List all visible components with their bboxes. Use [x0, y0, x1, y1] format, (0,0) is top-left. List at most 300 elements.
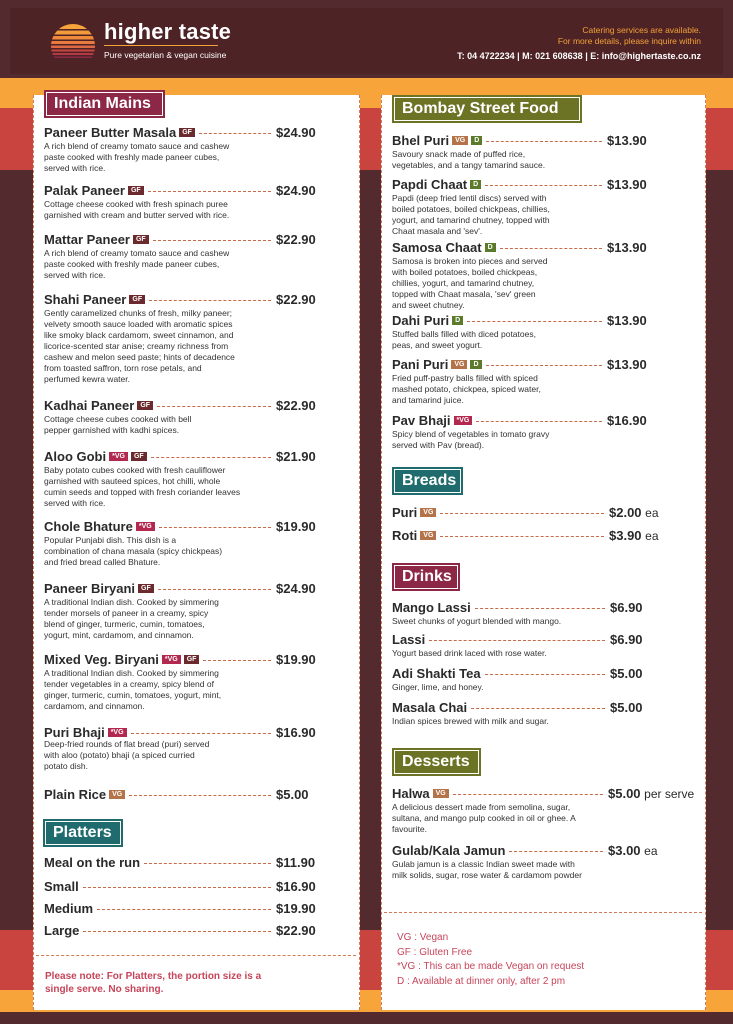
platters-note: [45, 970, 261, 996]
price-value: $13.90: [607, 133, 647, 148]
menu-item-name: Paneer Butter Masala: [44, 125, 177, 140]
menu-item-name: Large: [44, 923, 80, 938]
menu-item-name-row: [44, 183, 144, 198]
menu-item: [44, 923, 336, 937]
description-line: cashew and melon seed paste; hints of decadence: [44, 352, 235, 362]
description-line: yogurt, mint, cardamom, and cinnamon.: [44, 630, 194, 640]
menu-item: [392, 700, 670, 726]
menu-item-price: [610, 632, 643, 647]
dinner-only-badge: D: [470, 180, 481, 189]
description-line: A traditional Indian dish. Cooked by simmering: [44, 668, 219, 678]
menu-item: [392, 600, 670, 626]
menu-item-price: [276, 879, 316, 894]
description-line: from toasted saffron, torn rose petals, and: [44, 363, 202, 373]
description-line: Samosa is broken into pieces and served: [392, 256, 548, 266]
right-panel-left-border: [381, 95, 382, 1010]
right-panel-right-border: [705, 95, 706, 1010]
description-line: peas, and sweet yogurt.: [392, 340, 483, 350]
description-line: mashed potato, chickpea, spiced water,: [392, 384, 541, 394]
description-line: like smoky black cardamom, sweet cinnamon, and: [44, 330, 234, 340]
menu-item-description: [44, 668, 221, 712]
dotted-leader: [467, 321, 602, 322]
menu-item-name-row: [392, 357, 482, 372]
menu-item-name: Dahi Puri: [392, 313, 450, 328]
menu-item-name: Papdi Chaat: [392, 177, 468, 192]
price-unit: ea: [645, 506, 659, 520]
sunset-logo-icon: [48, 22, 98, 62]
menu-item-price: [276, 125, 316, 140]
menu-item-name-row: [392, 313, 463, 328]
description-line: A rich blend of creamy tomato sauce and cashew: [44, 141, 230, 151]
vg-badge: VG: [420, 508, 436, 517]
dotted-leader: [148, 191, 271, 192]
menu-item-price: [276, 232, 316, 247]
brand-name: higher taste: [104, 19, 232, 44]
menu-item-name: Shahi Paneer: [44, 292, 127, 307]
vg-on-request-badge: *VG: [454, 416, 473, 425]
vg-badge: VG: [452, 136, 468, 145]
menu-item-price: [276, 725, 316, 740]
dotted-leader: [453, 794, 603, 795]
price-value: $24.90: [276, 125, 316, 140]
price-value: $16.90: [607, 413, 647, 428]
price-value: $6.90: [610, 600, 643, 615]
legend-vg: VG : Vegan: [397, 932, 449, 943]
price-value: $13.90: [607, 357, 647, 372]
menu-item: [392, 313, 667, 350]
vg-badge: VG: [420, 531, 436, 540]
vg-badge: VG: [109, 790, 125, 799]
menu-item-price: [607, 313, 647, 328]
menu-item-name-row: [392, 600, 471, 615]
menu-item: [44, 232, 336, 280]
description-line: Stuffed balls filled with diced potatoes,: [392, 329, 536, 339]
menu-item-name: Samosa Chaat: [392, 240, 482, 255]
description-line: Gently caramelized chunks of fresh, milky paneer;: [44, 308, 233, 318]
vg-badge: VG: [433, 789, 449, 798]
description-line: with boiled potatoes, boiled chickpeas,: [392, 267, 538, 277]
description-line: Cottage cheese cubes cooked with bell: [44, 414, 192, 424]
menu-item-price: [607, 177, 647, 192]
description-line: A rich blend of creamy tomato sauce and cashew: [44, 248, 230, 258]
menu-item-name-row: [392, 843, 505, 858]
description-line: Fried puff-pastry balls filled with spiced: [392, 373, 538, 383]
description-line: cardamom, and cinnamon.: [44, 701, 145, 711]
menu-item-description: [392, 682, 484, 693]
menu-item-name-row: [44, 725, 127, 740]
price-value: $5.00: [610, 700, 643, 715]
menu-item: [44, 652, 336, 711]
menu-item-name-row: [392, 413, 472, 428]
description-line: Baby potato cubes cooked with fresh cauliflower: [44, 465, 226, 475]
menu-item-description: [44, 739, 209, 772]
description-line: and tamarind juice.: [392, 395, 464, 405]
description-line: served with rice.: [44, 163, 106, 173]
menu-item-price: [276, 398, 316, 413]
description-line: Savoury snack made of puffed rice,: [392, 149, 526, 159]
right-panel-divider: [384, 912, 702, 913]
menu-item-price: [276, 183, 316, 198]
price-value: $22.90: [276, 923, 316, 938]
menu-item-price: [276, 292, 316, 307]
legend-dinner-only: D : Available at dinner only, after 2 pm: [397, 975, 566, 987]
gf-badge: GF: [128, 186, 144, 195]
menu-item-price: [610, 666, 643, 681]
description-line: paste cooked with freshly made paneer cubes,: [44, 259, 220, 269]
description-line: paste cooked with freshly made paneer cubes,: [44, 152, 220, 162]
description-line: Ginger, lime, and honey.: [392, 682, 484, 692]
menu-item-description: [44, 308, 235, 385]
menu-item-description: [392, 193, 550, 237]
dotted-leader: [476, 421, 602, 422]
dotted-leader: [203, 660, 271, 661]
menu-item-name-row: [44, 855, 140, 870]
description-line: potato dish.: [44, 761, 88, 771]
menu-item-name-row: [44, 398, 153, 413]
menu-item-price: [610, 600, 643, 615]
menu-item: [392, 528, 669, 542]
menu-item: [392, 177, 667, 236]
description-line: with aloo (potato) bhaji (a spiced curried: [44, 750, 195, 760]
menu-item: [44, 901, 336, 915]
price-unit: ea: [644, 844, 658, 858]
menu-item-description: [392, 429, 549, 451]
price-value: $3.90: [609, 528, 642, 543]
section-desserts: Desserts: [392, 748, 481, 776]
section-platters: Platters: [43, 819, 123, 847]
menu-item: [392, 666, 670, 692]
description-line: cumin seeds and topped with fresh coriander leaves: [44, 487, 241, 497]
menu-item-description: [44, 414, 191, 436]
menu-item-name: Masala Chai: [392, 700, 468, 715]
description-line: vegetables, and a tangy tamarind sauce.: [392, 160, 546, 170]
menu-item-price: [607, 357, 647, 372]
description-line: tender vegetables in a creamy, spicy blend of: [44, 679, 214, 689]
menu-item-description: [44, 465, 240, 509]
menu-item-name: Meal on the run: [44, 855, 141, 870]
gf-badge: GF: [131, 452, 147, 461]
menu-item-description: [44, 141, 229, 174]
menu-item-name: Pav Bhaji: [392, 413, 451, 428]
menu-item: [44, 879, 336, 893]
menu-item-name-row: [44, 901, 93, 916]
menu-item: [392, 357, 667, 405]
description-line: sultana, and mango pulp cooked in oil or ghee. A: [392, 813, 576, 823]
dotted-leader: [509, 851, 603, 852]
gf-badge: GF: [133, 235, 149, 244]
menu-item-name-row: [44, 125, 195, 140]
menu-item: [44, 449, 336, 508]
dotted-leader: [440, 536, 604, 537]
gf-badge: GF: [129, 295, 145, 304]
price-unit: per serve: [644, 787, 695, 801]
description-line: garnished with sauteed spices, hot chilli, whole: [44, 476, 221, 486]
description-line: and sweet chutney.: [392, 300, 465, 310]
description-line: velvety smooth sauce loaded with aromatic spices: [44, 319, 233, 329]
menu-item-name-row: [44, 232, 149, 247]
description-line: Sweet chunks of yogurt blended with mango.: [392, 616, 562, 626]
menu-item-description: [392, 149, 545, 171]
description-line: perfumed kewra water.: [44, 374, 130, 384]
description-line: topped with Chaat masala, 'sev' green: [392, 289, 536, 299]
left-panel-divider: [36, 955, 356, 956]
menu-item-price: [276, 901, 316, 916]
price-value: $24.90: [276, 183, 316, 198]
legend-vg-on-request: *VG : This can be made Vegan on request: [397, 961, 585, 972]
menu-item-name: Chole Bhature: [44, 519, 133, 534]
menu-item-description: [392, 716, 549, 727]
menu-item-name-row: [392, 505, 436, 520]
catering-line-1: Catering services are available.: [582, 25, 701, 35]
menu-item-description: [44, 199, 229, 221]
menu-item-description: [392, 802, 576, 835]
menu-item: [44, 725, 336, 771]
section-breads: Breads: [392, 467, 463, 495]
dinner-only-badge: D: [485, 243, 496, 252]
dotted-leader: [149, 300, 271, 301]
description-line: boiled potatoes, boiled chickpeas, chillies,: [392, 204, 550, 214]
menu-item-name: Pani Puri: [392, 357, 449, 372]
price-value: $11.90: [276, 855, 316, 870]
dotted-leader: [159, 527, 271, 528]
price-value: $6.90: [610, 632, 643, 647]
gf-badge: GF: [138, 584, 154, 593]
menu-item: [392, 786, 695, 834]
menu-item-name: Adi Shakti Tea: [392, 666, 481, 681]
description-line: favourite.: [392, 824, 427, 834]
price-value: $16.90: [276, 725, 316, 740]
menu-item-name: Small: [44, 879, 79, 894]
menu-item-name-row: [392, 528, 436, 543]
menu-item-price: [608, 843, 658, 858]
menu-item-name: Mango Lassi: [392, 600, 471, 615]
platters-note-line-1: Please note: For Platters, the portion size is a: [45, 971, 262, 982]
description-line: Chaat masala and 'sev'.: [392, 226, 483, 236]
menu-item-name: Halwa: [392, 786, 430, 801]
description-line: and fried bread called Bhature.: [44, 557, 161, 567]
menu-item: [392, 843, 668, 880]
legend-gf: GF : Gluten Free: [397, 946, 473, 958]
price-value: $22.90: [276, 292, 316, 307]
price-value: $5.00: [608, 786, 641, 801]
menu-item: [392, 505, 669, 519]
contact-info: T: 04 4722234 | M: 021 608638 | E: info@highertaste.co.nz: [457, 51, 701, 61]
vg-badge: VG: [451, 360, 467, 369]
description-line: Papdi (deep fried lentil discs) served with: [392, 193, 547, 203]
price-value: $24.90: [276, 581, 316, 596]
vg-on-request-badge: *VG: [162, 655, 181, 664]
menu-item-name: Plain Rice: [44, 787, 107, 802]
description-line: A delicious dessert made from semolina, sugar,: [392, 802, 571, 812]
menu-item-price: [607, 133, 647, 148]
description-line: licorice-scented star anise; creamy richness from: [44, 341, 229, 351]
description-line: combination of chana masala (spicy chickpeas): [44, 546, 223, 556]
menu-item-name-row: [392, 240, 496, 255]
dotted-leader: [144, 863, 271, 864]
menu-item-name-row: [392, 632, 425, 647]
dotted-leader: [485, 674, 605, 675]
menu-item-name: Aloo Gobi: [44, 449, 107, 464]
dotted-leader: [97, 909, 271, 910]
price-value: $22.90: [276, 232, 316, 247]
dotted-leader: [151, 457, 271, 458]
menu-item-price: [607, 413, 647, 428]
menu-item-price: [276, 581, 316, 596]
dinner-only-badge: D: [452, 316, 463, 325]
price-unit: ea: [645, 529, 659, 543]
menu-item-name-row: [392, 666, 481, 681]
menu-item: [44, 398, 336, 435]
menu-item: [44, 581, 336, 640]
menu-item-name: Bhel Puri: [392, 133, 450, 148]
dotted-leader: [153, 240, 271, 241]
dotted-leader: [158, 589, 271, 590]
menu-item-price: [276, 449, 316, 464]
menu-item: [392, 240, 667, 310]
menu-item-name-row: [44, 581, 154, 596]
dotted-leader: [471, 708, 605, 709]
menu-item-name: Kadhai Paneer: [44, 398, 135, 413]
dotted-leader: [500, 248, 602, 249]
price-value: $22.90: [276, 398, 316, 413]
menu-item-name-row: [392, 177, 481, 192]
menu-item-price: [276, 787, 309, 802]
menu-item-name: Gulab/Kala Jamun: [392, 843, 506, 858]
menu-item: [392, 133, 667, 170]
menu-item: [44, 787, 336, 801]
menu-item-name-row: [44, 519, 155, 534]
menu-item-description: [44, 535, 222, 568]
menu-item-description: [392, 616, 561, 627]
menu-item-price: [276, 923, 316, 938]
menu-item-price: [276, 855, 315, 870]
menu-item-description: [44, 248, 229, 281]
menu-item-name: Mattar Paneer: [44, 232, 130, 247]
dotted-leader: [486, 141, 602, 142]
description-line: Yogurt based drink laced with rose water.: [392, 648, 547, 658]
menu-item-name-row: [44, 292, 145, 307]
description-line: Cottage cheese cooked with fresh spinach puree: [44, 199, 228, 209]
description-line: garnished with cream and butter served with rice.: [44, 210, 230, 220]
description-line: tender morsels of paneer in a creamy, spicy: [44, 608, 209, 618]
dietary-legend: [397, 931, 584, 989]
menu-item-price: [609, 528, 659, 543]
price-value: $13.90: [607, 177, 647, 192]
menu-item-price: [607, 240, 647, 255]
dotted-leader: [475, 608, 605, 609]
description-line: served with rice.: [44, 498, 106, 508]
menu-item-name-row: [392, 786, 449, 801]
price-value: $13.90: [607, 240, 647, 255]
dotted-leader: [131, 733, 271, 734]
price-value: $19.90: [276, 519, 316, 534]
menu-item-name: Palak Paneer: [44, 183, 125, 198]
menu-item: [44, 855, 336, 869]
dinner-only-badge: D: [471, 136, 482, 145]
description-line: A traditional Indian dish. Cooked by simmering: [44, 597, 219, 607]
menu-item-price: [610, 700, 643, 715]
dotted-leader: [429, 640, 605, 641]
menu-item: [392, 632, 670, 658]
description-line: Indian spices brewed with milk and sugar.: [392, 716, 549, 726]
dotted-leader: [157, 406, 271, 407]
price-value: $3.00: [608, 843, 641, 858]
description-line: chillies, yogurt, and tamarind chutney,: [392, 278, 535, 288]
description-line: served with rice.: [44, 270, 106, 280]
price-value: $16.90: [276, 879, 316, 894]
menu-item-description: [392, 256, 547, 311]
menu-item-price: [608, 786, 694, 801]
description-line: Deep-fried rounds of flat bread (puri) served: [44, 739, 210, 749]
gf-badge: GF: [179, 128, 195, 137]
dotted-leader: [199, 133, 271, 134]
price-value: $2.00: [609, 505, 642, 520]
gf-badge: GF: [184, 655, 200, 664]
menu-item-price: [276, 652, 316, 667]
dotted-leader: [440, 513, 604, 514]
description-line: pepper garnished with kadhi spices.: [44, 425, 180, 435]
menu-item-description: [392, 373, 541, 406]
menu-item-name-row: [44, 449, 147, 464]
menu-item-name-row: [44, 923, 79, 938]
dotted-leader: [129, 795, 271, 796]
section-indian-mains: Indian Mains: [44, 90, 165, 118]
dotted-leader: [485, 185, 602, 186]
dinner-only-badge: D: [470, 360, 481, 369]
menu-item-name: Roti: [392, 528, 418, 543]
left-panel-right-border: [359, 95, 360, 1010]
menu-item-price: [609, 505, 659, 520]
menu-item: [44, 292, 336, 384]
menu-item-name: Paneer Biryani: [44, 581, 136, 596]
price-value: $13.90: [607, 313, 647, 328]
menu-item-description: [392, 648, 547, 659]
price-value: $5.00: [276, 787, 309, 802]
menu-item-name: Mixed Veg. Biryani: [44, 652, 159, 667]
menu-item: [392, 413, 667, 450]
platters-note-line-2: single serve. No sharing.: [45, 984, 164, 995]
menu-item-description: [392, 859, 582, 881]
menu-item-name-row: [44, 787, 125, 802]
catering-line-2: For more details, please inquire within: [557, 36, 701, 46]
price-value: $5.00: [610, 666, 643, 681]
left-panel-left-border: [33, 95, 34, 1010]
description-line: blend of ginger, turmeric, cumin, tomatoes,: [44, 619, 205, 629]
menu-item-name-row: [44, 652, 199, 667]
menu-item-name-row: [392, 133, 482, 148]
menu-item-name: Medium: [44, 901, 94, 916]
menu-item-name: Puri: [392, 505, 418, 520]
price-value: $21.90: [276, 449, 316, 464]
menu-item: [44, 519, 336, 567]
section-bombay-street-food: Bombay Street Food: [392, 95, 582, 123]
description-line: ginger, turmeric, cumin, tomatoes, yogurt, mint,: [44, 690, 222, 700]
brand-underline: [104, 45, 218, 46]
gf-badge: GF: [137, 401, 153, 410]
vg-on-request-badge: *VG: [109, 452, 128, 461]
description-line: milk solids, sugar, rose water & cardamom powder: [392, 870, 582, 880]
dotted-leader: [486, 365, 602, 366]
menu-item: [44, 183, 336, 220]
menu-item-name-row: [392, 700, 467, 715]
menu-item-price: [276, 519, 316, 534]
dotted-leader: [83, 931, 271, 932]
catering-note: [558, 25, 701, 47]
menu-item: [44, 125, 336, 173]
menu-item-name: Lassi: [392, 632, 426, 647]
price-value: $19.90: [276, 901, 316, 916]
menu-item-name-row: [44, 879, 79, 894]
